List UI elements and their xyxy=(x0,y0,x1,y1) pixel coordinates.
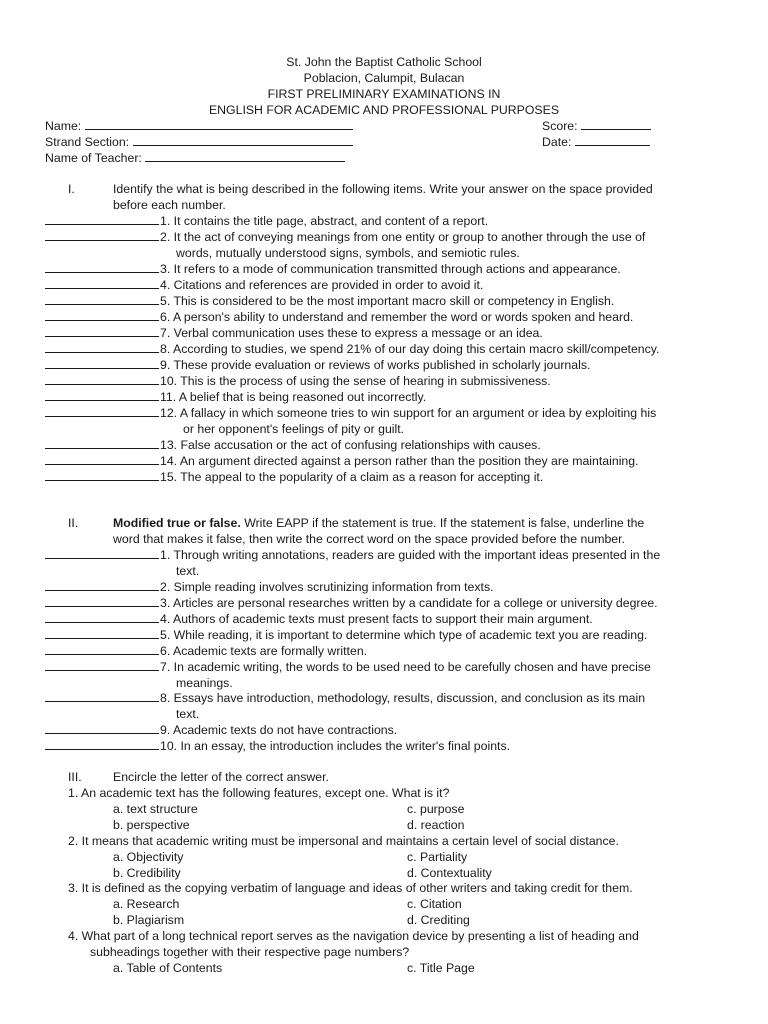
answer-blank[interactable] xyxy=(45,643,159,655)
answer-blank[interactable] xyxy=(45,579,159,591)
score-field xyxy=(542,118,651,134)
choice-1a[interactable]: a. text structure xyxy=(113,802,198,816)
list-item: 14. An argument directed against a person rather than the position they are maintaining. xyxy=(45,453,639,469)
list-item: 12. A fallacy in which someone tries to win support for an argument or idea by exploiting his xyxy=(45,405,656,421)
list-item: 5. While reading, it is important to determine which type of academic text you are reading. xyxy=(45,627,647,643)
choice-2d[interactable]: d. Contextuality xyxy=(407,866,492,880)
list-item: 7. Verbal communication uses these to express a message or an idea. xyxy=(45,325,543,341)
teacher-label: Name of Teacher: xyxy=(45,151,142,165)
list-item: 11. A belief that is being reasoned out incorrectly. xyxy=(45,389,426,405)
answer-blank[interactable] xyxy=(45,325,159,337)
strand-label: Strand Section: xyxy=(45,135,130,149)
choice-1b[interactable]: b. perspective xyxy=(113,818,190,832)
list-item: 3. It refers to a mode of communication transmitted through actions and appearance. xyxy=(45,261,621,277)
answer-blank[interactable] xyxy=(45,309,159,321)
answer-blank[interactable] xyxy=(45,293,159,305)
choice-3c[interactable]: c. Citation xyxy=(407,897,462,911)
question-3: 3. It is defined as the copying verbatim of language and ideas of other writers and taking credit for them. xyxy=(68,881,633,895)
list-item: 1. Through writing annotations, readers are guided with the important ideas presented in the xyxy=(45,547,660,563)
list-item-continuation: text. xyxy=(176,707,200,721)
part3-instruction: Encircle the letter of the correct answer. xyxy=(113,770,329,784)
name-label: Name: xyxy=(45,119,82,133)
question-2: 2. It means that academic writing must be impersonal and maintains a certain level of social distance. xyxy=(68,834,619,848)
answer-blank[interactable] xyxy=(45,738,159,750)
answer-blank[interactable] xyxy=(45,373,159,385)
choice-2a[interactable]: a. Objectivity xyxy=(113,850,184,864)
school-address: Poblacion, Calumpit, Bulacan xyxy=(303,71,465,85)
answer-blank[interactable] xyxy=(45,595,159,607)
list-item: 6. A person's ability to understand and remember the word or words spoken and heard. xyxy=(45,309,633,325)
choice-4a[interactable]: a. Table of Contents xyxy=(113,961,223,975)
question-1: 1. An academic text has the following features, except one. What is it? xyxy=(68,786,450,800)
list-item: 4. Authors of academic texts must present facts to support their main argument. xyxy=(45,611,593,627)
date-blank[interactable] xyxy=(575,134,650,146)
choice-2c[interactable]: c. Partiality xyxy=(407,850,468,864)
question-4: 4. What part of a long technical report serves as the navigation device by presenting a list of heading and xyxy=(68,929,639,943)
list-item: 8. According to studies, we spend 21% of our day doing this certain macro skill/competency. xyxy=(45,341,659,357)
date-field xyxy=(542,134,650,150)
answer-blank[interactable] xyxy=(45,341,159,353)
part2-instruction: Modified true or false. Write EAPP if the statement is true. If the statement is false, underline the xyxy=(113,516,645,530)
teacher-field xyxy=(45,150,345,166)
list-item: 13. False accusation or the act of confusing relationships with causes. xyxy=(45,437,541,453)
answer-blank[interactable] xyxy=(45,469,159,481)
answer-blank[interactable] xyxy=(45,690,159,702)
part1-instruction-cont: before each number. xyxy=(113,198,226,212)
answer-blank[interactable] xyxy=(45,453,159,465)
choice-3b[interactable]: b. Plagiarism xyxy=(113,913,185,927)
answer-blank[interactable] xyxy=(45,277,159,289)
answer-blank[interactable] xyxy=(45,659,159,671)
list-item: 10. In an essay, the introduction includes the writer's final points. xyxy=(45,738,510,754)
list-item-continuation: text. xyxy=(176,564,200,578)
choice-3d[interactable]: d. Crediting xyxy=(407,913,470,927)
list-item: 3. Articles are personal researches written by a candidate for a college or university degree. xyxy=(45,595,658,611)
part1-instruction: Identify the what is being described in the following items. Write your answer on the space provided xyxy=(113,182,653,196)
subject-title: ENGLISH FOR ACADEMIC AND PROFESSIONAL PURPOSES xyxy=(208,103,560,117)
question-4-cont: subheadings together with their respective page numbers? xyxy=(90,945,410,959)
answer-blank[interactable] xyxy=(45,229,159,241)
answer-blank[interactable] xyxy=(45,261,159,273)
answer-blank[interactable] xyxy=(45,437,159,449)
list-item: 1. It contains the title page, abstract, and content of a report. xyxy=(45,213,488,229)
part2-bold: Modified true or false. xyxy=(113,516,241,530)
part2-numeral: II. xyxy=(68,516,79,530)
list-item: 7. In academic writing, the words to be used need to be carefully chosen and have precise xyxy=(45,659,651,675)
list-item: 6. Academic texts are formally written. xyxy=(45,643,367,659)
answer-blank[interactable] xyxy=(45,547,159,559)
list-item: 2. Simple reading involves scrutinizing information from texts. xyxy=(45,579,494,595)
list-item: 2. It the act of conveying meanings from one entity or group to another through the use of xyxy=(45,229,645,245)
answer-blank[interactable] xyxy=(45,357,159,369)
score-blank[interactable] xyxy=(581,118,651,130)
school-name: St. John the Baptist Catholic School xyxy=(286,55,482,69)
part1-numeral: I. xyxy=(68,182,75,196)
answer-blank[interactable] xyxy=(45,611,159,623)
list-item: 8. Essays have introduction, methodology, results, discussion, and conclusion as its main xyxy=(45,690,645,706)
list-item: 15. The appeal to the popularity of a claim as a reason for accepting it. xyxy=(45,469,543,485)
list-item-continuation: words, mutually understood signs, symbols, and semiotic rules. xyxy=(176,246,520,260)
list-item: 9. These provide evaluation or reviews of works published in scholarly journals. xyxy=(45,357,590,373)
choice-4c[interactable]: c. Title Page xyxy=(407,961,475,975)
list-item: 9. Academic texts do not have contractions. xyxy=(45,722,397,738)
answer-blank[interactable] xyxy=(45,722,159,734)
choice-1d[interactable]: d. reaction xyxy=(407,818,465,832)
choice-1c[interactable]: c. purpose xyxy=(407,802,465,816)
part2-instruction-cont: word that makes it false, then write the correct word on the space provided before the number. xyxy=(113,532,625,546)
strand-field xyxy=(45,134,353,150)
date-label: Date: xyxy=(542,135,572,149)
list-item: 4. Citations and references are provided in order to avoid it. xyxy=(45,277,483,293)
list-item: 10. This is the process of using the sense of hearing in submissiveness. xyxy=(45,373,551,389)
exam-title: FIRST PRELIMINARY EXAMINATIONS IN xyxy=(267,87,501,101)
answer-blank[interactable] xyxy=(45,213,159,225)
choice-3a[interactable]: a. Research xyxy=(113,897,180,911)
answer-blank[interactable] xyxy=(45,405,159,417)
part3-numeral: III. xyxy=(68,770,82,784)
list-item: 5. This is considered to be the most important macro skill or competency in English. xyxy=(45,293,614,309)
score-label: Score: xyxy=(542,119,578,133)
list-item-continuation: meanings. xyxy=(176,676,233,690)
choice-2b[interactable]: b. Credibility xyxy=(113,866,181,880)
answer-blank[interactable] xyxy=(45,389,159,401)
strand-blank[interactable] xyxy=(133,134,353,146)
list-item-continuation: or her opponent's feelings of pity or guilt. xyxy=(183,422,405,436)
teacher-blank[interactable] xyxy=(145,150,345,162)
answer-blank[interactable] xyxy=(45,627,159,639)
name-field xyxy=(45,118,353,134)
name-blank[interactable] xyxy=(85,118,353,130)
